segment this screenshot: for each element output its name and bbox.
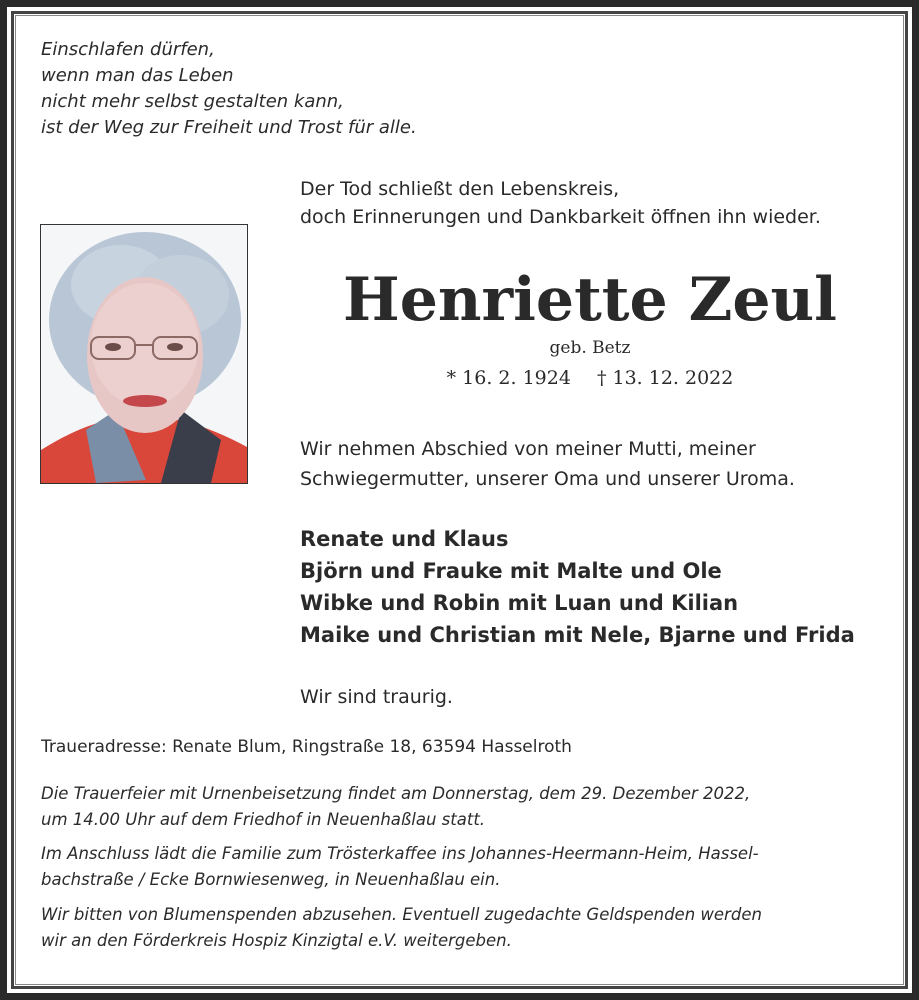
farewell-line: Schwiegermutter, unserer Oma und unserer Uroma. <box>300 468 795 490</box>
donation-line: wir an den Förderkreis Hospiz Kinzigtal e.V. weitergeben. <box>41 931 512 950</box>
ceremony-line: um 14.00 Uhr auf dem Friedhof in Neuenhaßlau statt. <box>41 810 486 829</box>
quote-line: doch Erinnerungen und Dankbarkeit öffnen ihn wieder. <box>300 206 821 228</box>
motto-line: Einschlafen dürfen, <box>41 39 215 60</box>
family-member: Björn und Frauke mit Malte und Ole <box>300 559 722 583</box>
deceased-name: Henriette Zeul <box>343 265 837 335</box>
maiden-name: geb. Betz <box>549 338 631 358</box>
family-list <box>300 523 855 651</box>
reception-info <box>41 841 881 893</box>
family-member: Renate und Klaus <box>300 527 509 551</box>
family-member: Wibke und Robin mit Luan und Kilian <box>300 591 739 615</box>
closing-text: Wir sind traurig. <box>300 686 453 708</box>
donation-info <box>41 902 881 954</box>
reception-line: Im Anschluss lädt die Familie zum Trösterkaffee ins Johannes-Heermann-Heim, Hassel- <box>41 844 759 863</box>
quote-text <box>300 175 821 231</box>
farewell-line: Wir nehmen Abschied von meiner Mutti, meiner <box>300 438 756 460</box>
family-member: Maike und Christian mit Nele, Bjarne und Frida <box>300 623 855 647</box>
reception-line: bachstraße / Ecke Bornwiesenweg, in Neuenhaßlau ein. <box>41 870 501 889</box>
motto-line: ist der Weg zur Freiheit und Trost für alle. <box>41 117 417 138</box>
portrait-photo-icon <box>40 224 248 484</box>
farewell-text <box>300 434 795 494</box>
motto-line: wenn man das Leben <box>41 65 234 86</box>
obituary-notice <box>7 7 912 993</box>
frame-inner-line <box>15 15 904 985</box>
ceremony-line: Die Trauerfeier mit Urnenbeisetzung findet am Donnerstag, dem 29. Dezember 2022, <box>41 784 751 803</box>
mourning-address: Traueradresse: Renate Blum, Ringstraße 18, 63594 Hasselroth <box>41 737 572 757</box>
quote-line: Der Tod schließt den Lebenskreis, <box>300 178 620 200</box>
life-dates <box>300 365 880 391</box>
motto-line: nicht mehr selbst gestalten kann, <box>41 91 344 112</box>
donation-line: Wir bitten von Blumenspenden abzusehen. Eventuell zugedachte Geldspenden werden <box>41 905 762 924</box>
portrait-illustration <box>41 225 247 483</box>
ceremony-info <box>41 781 881 833</box>
birth-date: * 16. 2. 1924 <box>446 367 571 389</box>
motto-verse <box>41 37 417 141</box>
death-date: † 13. 12. 2022 <box>596 367 734 389</box>
